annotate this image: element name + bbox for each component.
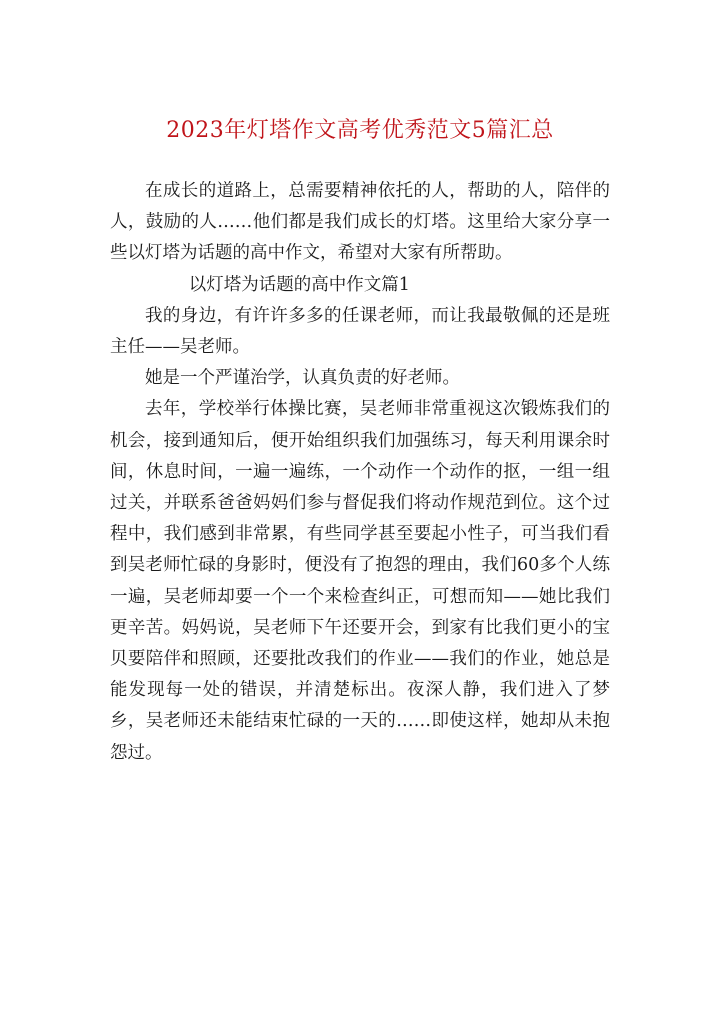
essay-heading: 以灯塔为话题的高中作文篇1 bbox=[188, 274, 410, 295]
body-paragraph: 我的身边，有许许多多的任课老师，而让我最敬佩的还是班主任——吴老师。 bbox=[110, 305, 610, 358]
document-title: 2023年灯塔作文高考优秀范文5篇汇总 bbox=[166, 118, 554, 143]
intro-paragraph: 在成长的道路上，总需要精神依托的人，帮助的人，陪伴的人，鼓励的人……他们都是我们成长的灯塔。这里给大家分享一些以灯塔为话题的高中作文，希望对大家有所帮助。 bbox=[110, 181, 610, 264]
document-body bbox=[110, 176, 610, 769]
body-paragraph: 她是一个严谨治学，认真负责的好老师。 bbox=[145, 368, 460, 389]
body-paragraph: 去年，学校举行体操比赛，吴老师非常重视这次锻炼我们的机会，接到通知后，便开始组织我们加强练习，每天利用课余时间，休息时间，一遍一遍练，一个动作一个动作的抠，一组一组过关，并联系爸爸妈妈们参与督促我们将动作规范到位。这个过程中，我们感到非常累，有些同学甚至要起小性子，可当我们看到吴老师忙碌的身影时，便没有了抱怨的理由，我们60多个人练一遍，吴老师却要一个一个来检查纠正，可想而知——她比我们更辛苦。妈妈说，吴老师下午还要开会，到家有比我们更小的宝贝要陪伴和照顾，还要批改我们的作业——我们的作业，她总是能发现每一处的错误，并清楚标出。夜深人静，我们进入了梦乡，吴老师还未能结束忙碌的一天的……即使这样，她却从未抱怨过。 bbox=[110, 399, 610, 763]
document-page bbox=[110, 0, 610, 1018]
